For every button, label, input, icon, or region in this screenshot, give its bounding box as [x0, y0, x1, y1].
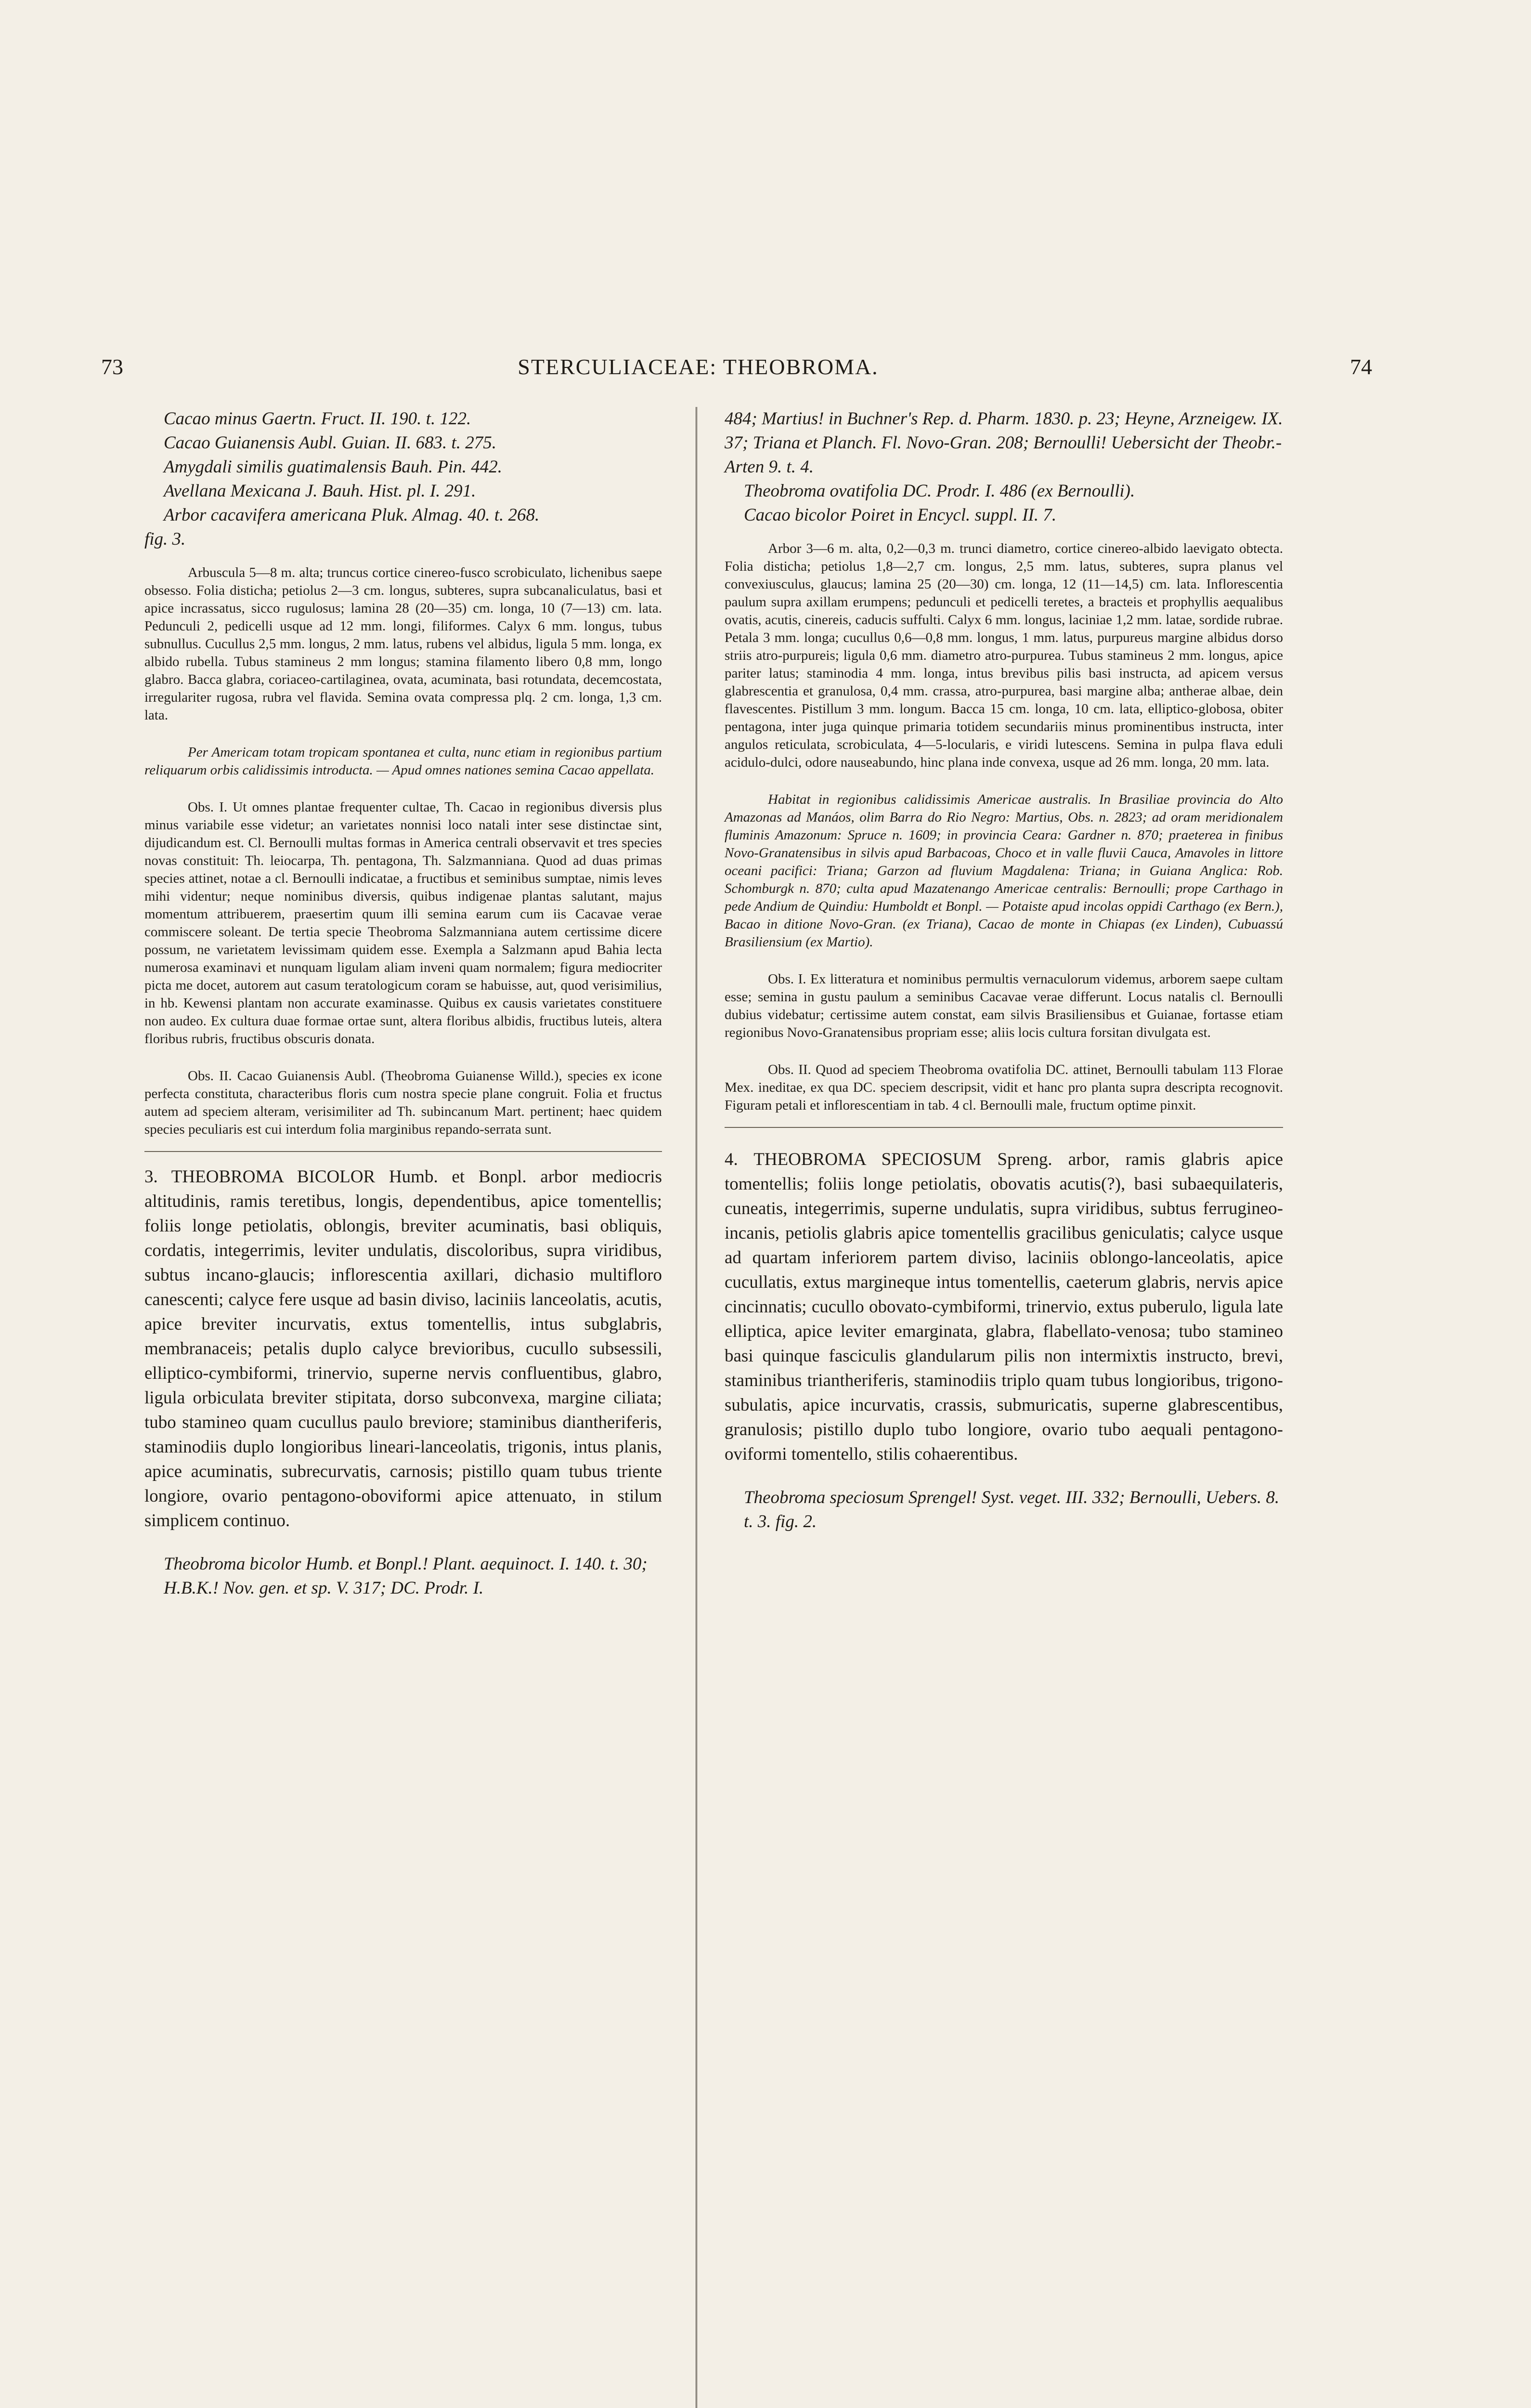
- observation-2: Obs. II. Cacao Guianensis Aubl. (Theobroma Guianense Willd.), species ex icone perfecta constituta, characteribus floris cum nostra specie plane congruit. Folia et fructus autem ad speciem alteram, verisimiliter ad Th. subincanum Mart. pertinent; haec quidem species peculiaris est cui interdum folia marginibus repando-serrata sunt.: [144, 1068, 662, 1137]
- species-4-diagnosis: 4. THEOBROMA SPECIOSUM Spreng. arbor, ramis glabris apice tomentellis; foliis longe petiolatis, obovatis acutis(?), basi subaequilateris, cuneatis, integerrimis, superne undulatis, supra viridibus, subtus ferrugineo-incanis, petiolis glabris apice tomentellis gracilibus geniculatis; calyce usque ad quartam inferiorem partem diviso, laciniis oblongo-lanceolatis, apice cucullatis, extus margineque intus tomentellis, caeterum glabris, nervis apice cincinnatis; cucullo obovato-cymbiformi, trinervio, extus puberulo, ligula late elliptica, apice leviter emarginata, glabra, flabellato-venosa; tubo stamineo basi quinque fasciculis glandularum pilis non intermixtis instructo, brevi, staminibus triantheriferis, staminodiis triplo quam tubus longioribus, trigono-subulatis, apice incurvatis, crassis, submuricatis, superne glabrescentibus, granulosis; pistillo duplo tubo longiore, ovario tubo aequali pentagono-oviformi tomentello, stilis cohaerentibus.: [725, 1150, 1283, 1464]
- synonym: Cacao Guianensis Aubl. Guian. II. 683. t. 275.: [164, 433, 496, 453]
- synonym: Theobroma ovatifolia DC. Prodr. I. 486 (ex Bernoulli).: [744, 481, 1135, 501]
- right-column: [725, 407, 1283, 1534]
- synonym: Cacao bicolor Poiret in Encycl. suppl. II. 7.: [744, 505, 1057, 525]
- page-title: STERCULIACEAE: THEOBROMA.: [518, 354, 879, 379]
- page-number-right: 74: [1350, 354, 1372, 379]
- synonym: Cacao minus Gaertn. Fruct. II. 190. t. 122.: [164, 409, 471, 429]
- synonym: Arbor cacavifera americana Pluk. Almag. 40. t. 268.: [164, 505, 540, 525]
- synonym: Avellana Mexicana J. Bauh. Hist. pl. I. 291.: [164, 481, 476, 501]
- habitat-paragraph: Per Americam totam tropicam spontanea et culta, nunc etiam in regionibus partium reliquarum orbis calidissimis introducta. — Apud omnes nationes semina Cacao appellata.: [144, 745, 662, 778]
- species-3-synonymy: Theobroma bicolor Humb. et Bonpl.! Plant. aequinoct. I. 140. t. 30; H.B.K.! Nov. gen. et sp. V. 317; DC. Prodr. I.: [164, 1554, 648, 1598]
- observation-2: Obs. II. Quod ad speciem Theobroma ovatifolia DC. attinet, Bernoulli tabulam 113 Florae Mex. ineditae, ex qua DC. speciem descripsit, vidit et hanc pro planta supra descripta recognovit. Figuram petali et inflorescentiam in tab. 4 cl. Bernoulli male, fructum optime pinxit.: [725, 1062, 1283, 1113]
- page-number-left: 73: [101, 354, 123, 379]
- description-paragraph: Arbor 3—6 m. alta, 0,2—0,3 m. trunci diametro, cortice cinereo-albido laevigato obtecta. Folia disticha; petiolus 1,8—2,7 cm. longus, 2,5 mm. latus, subteres, supra planus vel convexiusculus, glaucus; lamina 25 (20—30) cm. longa, 12 (11—14,5) cm. lata. Inflorescentia paulum supra axillam erumpens; pedunculi et pedicelli teretes, a bracteis et prophyllis aequalibus ovatis, acutis, cinereis, caducis suffulti. Calyx 6 mm. longus, laciniae 1,2 mm. latae, sordide rubrae. Petala 3 mm. longa; cucullus 0,6—0,8 mm. longus, 1 mm. latus, purpureus margine albidus dorso striis atro-purpureis; ligula 0,6 mm. diametro atro-purpurea. Tubus stamineus 2 mm. longus, apice pariter latus; staminodia 4 mm. longa, intus brevibus pilis basi instructa, ad apicem versus glabrescentia et granulosa, 0,4 mm. crassa, atro-purpurea, basi margine alba; antherae albae, dein flavescentes. Pistillum 3 mm. longum. Bacca 15 cm. longa, 10 cm. lata, elliptico-globosa, obiter pentagona, inter juga quinque primaria totidem secundariis minus prominentibus instructa, inter angulos reticulata, scrobiculata, 4—5-locularis, e viridi lutescens. Semina in pulpa flava eduli acidulo-dulci, odore nauseabundo, hinc plana inde convexa, usque ad 26 mm. longa, 20 mm. lata.: [725, 541, 1283, 770]
- left-column: [144, 407, 662, 1600]
- column-divider: [696, 407, 697, 2408]
- synonym: Amygdali similis guatimalensis Bauh. Pin. 442.: [164, 457, 502, 477]
- running-head: [96, 354, 1372, 388]
- synonym: 484; Martius! in Buchner's Rep. d. Pharm. 1830. p. 23; Heyne, Arzneigew. IX. 37; Triana et Planch. Fl. Novo-Gran. 208; Bernoulli! Uebersicht der Theobr.-Arten 9. t. 4.: [725, 409, 1283, 477]
- habitat-paragraph: Habitat in regionibus calidissimis Americae australis. In Brasiliae provincia do Alto Amazonas ad Manáos, olim Barra do Rio Negro: Martius, Obs. n. 2823; ad oram meridionalem fluminis Amazonum: Spruce n. 1609; in provincia Ceara: Gardner n. 870; praeterea in finibus Novo-Granatensibus in silvis apud Barbacoas, Choco et in valle fluvii Cauca, Amavoles in littore oceani pacifici: Triana; Garzon ad fluvium Magdalena: Triana; in Guiana Anglica: Rob. Schomburgk n. 870; culta apud Mazatenango Americae centralis: Bernoulli; prope Carthago in pede Andium de Quindiu: Humboldt et Bonpl. — Potaiste apud incolas oppidi Carthago (ex Bern.), Bacao in ditione Novo-Gran. (ex Triana), Cacao de monte in Chiapas (ex Linden), Cubuassú Brasiliensium (ex Martio).: [725, 792, 1283, 950]
- species-4-synonymy: Theobroma speciosum Sprengel! Syst. veget. III. 332; Bernoulli, Uebers. 8. t. 3. fig. 2.: [744, 1488, 1280, 1531]
- description-paragraph: Arbuscula 5—8 m. alta; truncus cortice cinereo-fusco scrobiculato, lichenibus saepe obsesso. Folia disticha; petiolus 2—3 cm. longus, subteres, supra subcanaliculatus, basi et apice incrassatus, sicco rugulosus; lamina 28 (20—35) cm. longa, 10 (7—13) cm. lata. Pedunculi 2, pedicelli usque ad 12 mm. longi, filiformes. Calyx 6 mm. longus, tubus subnullus. Cucullus 2,5 mm. longus, 2 mm. latus, rubens vel albidus, ligula 5 mm. longa, ex albido rubella. Tubus staminеus 2 mm longus; stamina filamento libero 0,8 mm, longo glabro. Bacca glabra, coriaceo-cartilaginea, ovata, acuminata, basi rotundata, decemcostata, irregulariter rugosa, rubra vel flavida. Semina ovata compressa plq. 2 cm. longa, 1,3 cm. lata.: [144, 565, 662, 723]
- synonym: fig. 3.: [144, 529, 186, 549]
- species-3-diagnosis: 3. THEOBROMA BICOLOR Humb. et Bonpl. arbor mediocris altitudinis, ramis teretibus, longis, dependentibus, apice tomentellis; foliis longe petiolatis, oblongis, breviter acuminatis, basi obliquis, cordatis, integerrimis, leviter undulatis, discoloribus, supra viridibus, subtus incano-glaucis; inflorescentia axillari, dichasio multifloro canescenti; calyce fere usque ad basin diviso, laciniis lanceolatis, acutis, apice breviter incurvatis, extus tomentellis, intus subglabris, membranaceis; petalis duplo calyce brevioribus, cucullo subsessili, elliptico-cymbiformi, trinervio, superne nervis confluentibus, glabro, ligula orbiculata breviter stipitata, dorso subconvexa, margine ciliata; tubo stamineo quam cucullus paulo breviore; staminibus diantheriferis, staminodiis duplo longioribus lineari-lanceolatis, trigonis, intus planis, apice acuminatis, subrecurvatis, carnosis; pistillo quam tubus triente longiore, ovario pentagono-oboviformi apice attenuato, in stilum simplicem continuo.: [144, 1167, 662, 1531]
- observation-1: Obs. I. Ex litteratura et nominibus permultis vernaculorum videmus, arborem saepe cultam esse; semina in gustu paulum a seminibus Cacavae verae differunt. Locus natalis cl. Bernoulli dubius videbatur; certissime autem constat, eam silvis Brasiliensibus et Guianae, fortasse etiam regionibus Novo-Granatensibus propriam esse; aliis locis cultura forsitan divulgata est.: [725, 971, 1283, 1040]
- observation-1: Obs. I. Ut omnes plantae frequenter cultae, Th. Cacao in regionibus diversis plus minus variabile esse videtur; an varietates nonnisi loco natali inter sese distinctae sint, dijudicandum est. Cl. Bernoulli multas formas in America centrali observavit et tres species novas constituit: Th. leiocarpa, Th. pentagona, Th. Salzmanniana. Quod ad duas primas species attinet, notae a cl. Bernoulli indicatae, a fructibus et seminibus sumptae, nimis leves mihi videntur; neque nominibus diversis, quibus indigenae plantas salutant, majus momentum attribuerem, praesertim quum illi semina earum cum iis Cacavae verae commiscere soleant. De tertia specie Theobroma Salzmanniana autem certissime dicere possum, ne varietatem levissimam quidem esse. Exempla a Salzmann apud Bahia lecta numerosa examinavi et nunquam ligulam aliam inveni quam normalem; figura mediocriter picta me docet, autorem aut casum teratologicum coram se habuisse, aut, quod verisimilius, in hb. Kewensi plantam non accurate examinasse. Quibus ex causis varietates constituere non audeo. Ex cultura duae formae ortae sunt, altera floribus albidis, fructibus luteis, altera floribus rubris, fructibus obscuris donata.: [144, 799, 662, 1047]
